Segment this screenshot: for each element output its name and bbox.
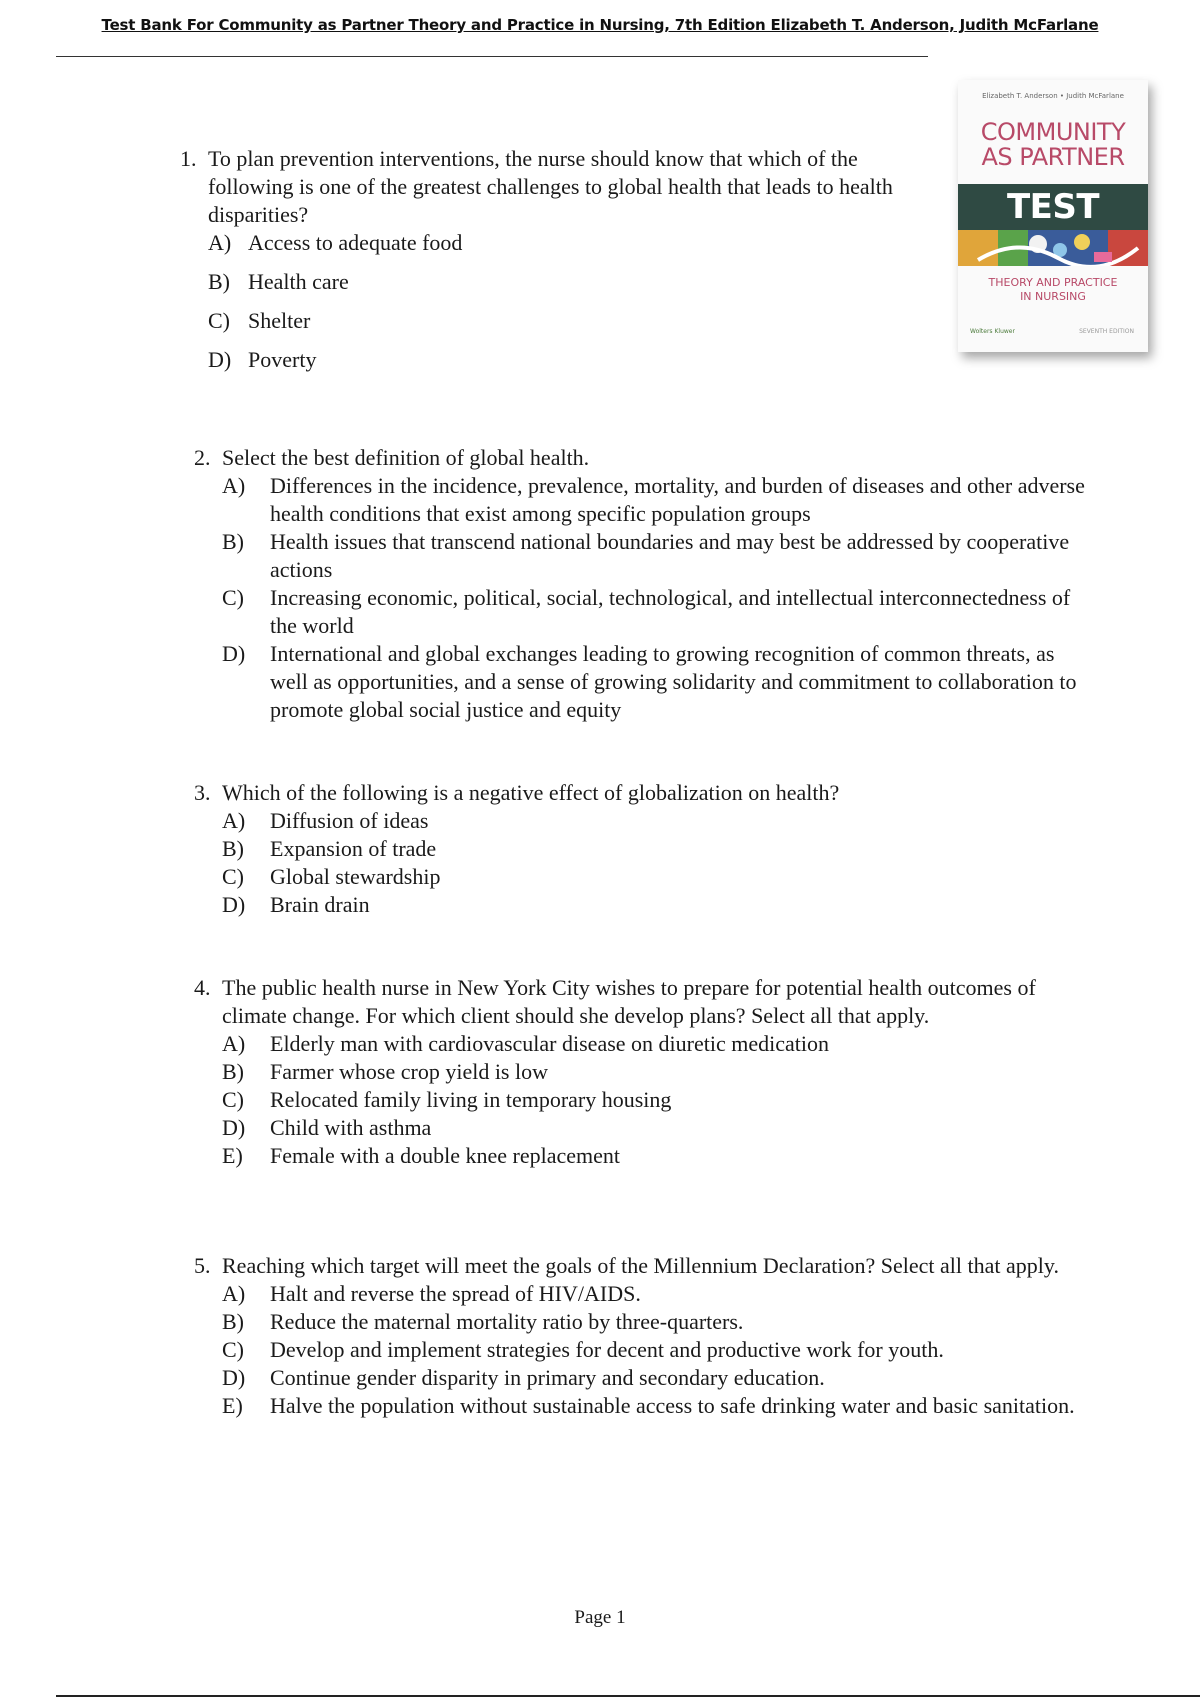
- question-2: [194, 444, 1094, 724]
- option-text: Brain drain: [270, 892, 370, 917]
- option-letter: A): [222, 1281, 246, 1306]
- cover-test-bank-banner: TEST: [958, 184, 1148, 230]
- option-letter: D): [208, 347, 232, 372]
- question-stem: Select the best definition of global health.: [222, 445, 590, 470]
- option-e: [222, 1142, 1094, 1170]
- question-5: [194, 1252, 1094, 1420]
- option-text: Health issues that transcend national boundaries and may best be addressed by cooperative actions: [270, 529, 1070, 582]
- option-d: [222, 1364, 1094, 1392]
- question-number: 2.: [194, 445, 211, 470]
- option-c: [208, 307, 920, 335]
- option-letter: A): [222, 473, 246, 498]
- option-b: [222, 835, 1094, 863]
- option-e: [222, 1392, 1094, 1420]
- option-letter: C): [222, 1087, 244, 1112]
- option-text: Halt and reverse the spread of HIV/AIDS.: [270, 1281, 641, 1306]
- option-letter: B): [208, 269, 230, 294]
- option-letter: A): [208, 230, 232, 255]
- cover-publisher: Wolters Kluwer: [970, 328, 1015, 335]
- option-c: [222, 1086, 1094, 1114]
- question-stem: Which of the following is a negative effect of globalization on health?: [222, 780, 840, 805]
- option-text: Health care: [248, 269, 349, 294]
- page-number: Page 1: [574, 1607, 626, 1628]
- option-letter: E): [222, 1393, 243, 1418]
- option-d: [222, 640, 1094, 724]
- question-stem: Reaching which target will meet the goals of the Millennium Declaration? Select all that apply.: [222, 1253, 1059, 1278]
- option-text: Child with asthma: [270, 1115, 432, 1140]
- question-stem: The public health nurse in New York City wishes to prepare for potential health outcomes of climate change. For which client should she develop plans? Select all that apply.: [222, 975, 1036, 1028]
- option-b: [222, 1058, 1094, 1086]
- option-b: [222, 528, 1094, 584]
- option-d: [222, 1114, 1094, 1142]
- option-list: [194, 1030, 1094, 1170]
- option-text: Poverty: [248, 347, 317, 372]
- option-text: Continue gender disparity in primary and secondary education.: [270, 1365, 825, 1390]
- cover-subtitle-line1: THEORY AND PRACTICE: [988, 276, 1118, 289]
- question-number: 5.: [194, 1253, 211, 1278]
- option-letter: B): [222, 836, 244, 861]
- option-text: Develop and implement strategies for decent and productive work for youth.: [270, 1337, 944, 1362]
- option-a: [222, 1030, 1094, 1058]
- option-text: Elderly man with cardiovascular disease on diuretic medication: [270, 1031, 829, 1056]
- option-a: [222, 472, 1094, 528]
- option-text: Expansion of trade: [270, 836, 437, 861]
- option-letter: C): [222, 585, 244, 610]
- option-list: [194, 807, 1094, 919]
- option-letter: D): [222, 892, 246, 917]
- option-letter: D): [222, 641, 246, 666]
- option-a: [208, 229, 920, 257]
- option-letter: C): [222, 1337, 244, 1362]
- header-divider: [56, 56, 928, 57]
- option-letter: A): [222, 1031, 246, 1056]
- option-list: [194, 1280, 1094, 1420]
- option-letter: E): [222, 1143, 243, 1168]
- option-letter: D): [222, 1115, 246, 1140]
- book-cover-image: [958, 80, 1148, 352]
- option-text: Shelter: [248, 308, 311, 333]
- cover-subtitle: [958, 276, 1148, 304]
- question-number: 1.: [180, 146, 197, 171]
- footer-divider: [56, 1695, 1200, 1697]
- option-text: International and global exchanges leading to growing recognition of common threats, as well as opportunities, and a sense of growing solidarity and commitment to collaboration to promote global social justice and equity: [270, 641, 1077, 722]
- option-a: [222, 807, 1094, 835]
- option-c: [222, 863, 1094, 891]
- question-3: [194, 779, 1094, 919]
- cover-edition: SEVENTH EDITION: [1079, 328, 1134, 335]
- option-letter: B): [222, 529, 244, 554]
- question-4: [194, 974, 1094, 1170]
- option-text: Halve the population without sustainable access to safe drinking water and basic sanitation.: [270, 1393, 1075, 1418]
- option-letter: A): [222, 808, 246, 833]
- option-letter: B): [222, 1309, 244, 1334]
- option-d: [222, 891, 1094, 919]
- option-text: Differences in the incidence, prevalence, mortality, and burden of diseases and other adverse health conditions that exist among specific population groups: [270, 473, 1085, 526]
- cover-title-line1: COMMUNITY: [980, 118, 1126, 146]
- option-list: [194, 472, 1094, 724]
- document-header-title: Test Bank For Community as Partner Theory and Practice in Nursing, 7th Edition Elizabeth T. Anderson, Judith McFarlane: [101, 16, 1099, 34]
- option-text: Increasing economic, political, social, technological, and intellectual interconnectedness of the world: [270, 585, 1071, 638]
- cover-subtitle-line2: IN NURSING: [1020, 290, 1086, 303]
- option-letter: D): [222, 1365, 246, 1390]
- option-text: Farmer whose crop yield is low: [270, 1059, 548, 1084]
- option-a: [222, 1280, 1094, 1308]
- cover-authors: Elizabeth T. Anderson • Judith McFarlane: [982, 92, 1124, 100]
- cover-title-line2: AS PARTNER: [981, 143, 1125, 171]
- cover-title: [958, 120, 1148, 170]
- option-letter: C): [208, 308, 230, 333]
- option-text: Relocated family living in temporary housing: [270, 1087, 672, 1112]
- option-text: Female with a double knee replacement: [270, 1143, 621, 1168]
- option-b: [222, 1308, 1094, 1336]
- question-stem: To plan prevention interventions, the nurse should know that which of the following is one of the greatest challenges to global health that leads to health disparities?: [208, 146, 893, 227]
- option-text: Reduce the maternal mortality ratio by three-quarters.: [270, 1309, 744, 1334]
- option-b: [208, 268, 920, 296]
- cover-artwork: [958, 230, 1148, 266]
- option-text: Access to adequate food: [248, 230, 463, 255]
- option-d: [208, 346, 920, 374]
- option-letter: B): [222, 1059, 244, 1084]
- option-text: Diffusion of ideas: [270, 808, 429, 833]
- question-number: 4.: [194, 975, 211, 1000]
- option-letter: C): [222, 864, 244, 889]
- question-1: [180, 145, 920, 385]
- question-number: 3.: [194, 780, 211, 805]
- option-c: [222, 584, 1094, 640]
- option-c: [222, 1336, 1094, 1364]
- option-list: [180, 229, 920, 374]
- option-text: Global stewardship: [270, 864, 441, 889]
